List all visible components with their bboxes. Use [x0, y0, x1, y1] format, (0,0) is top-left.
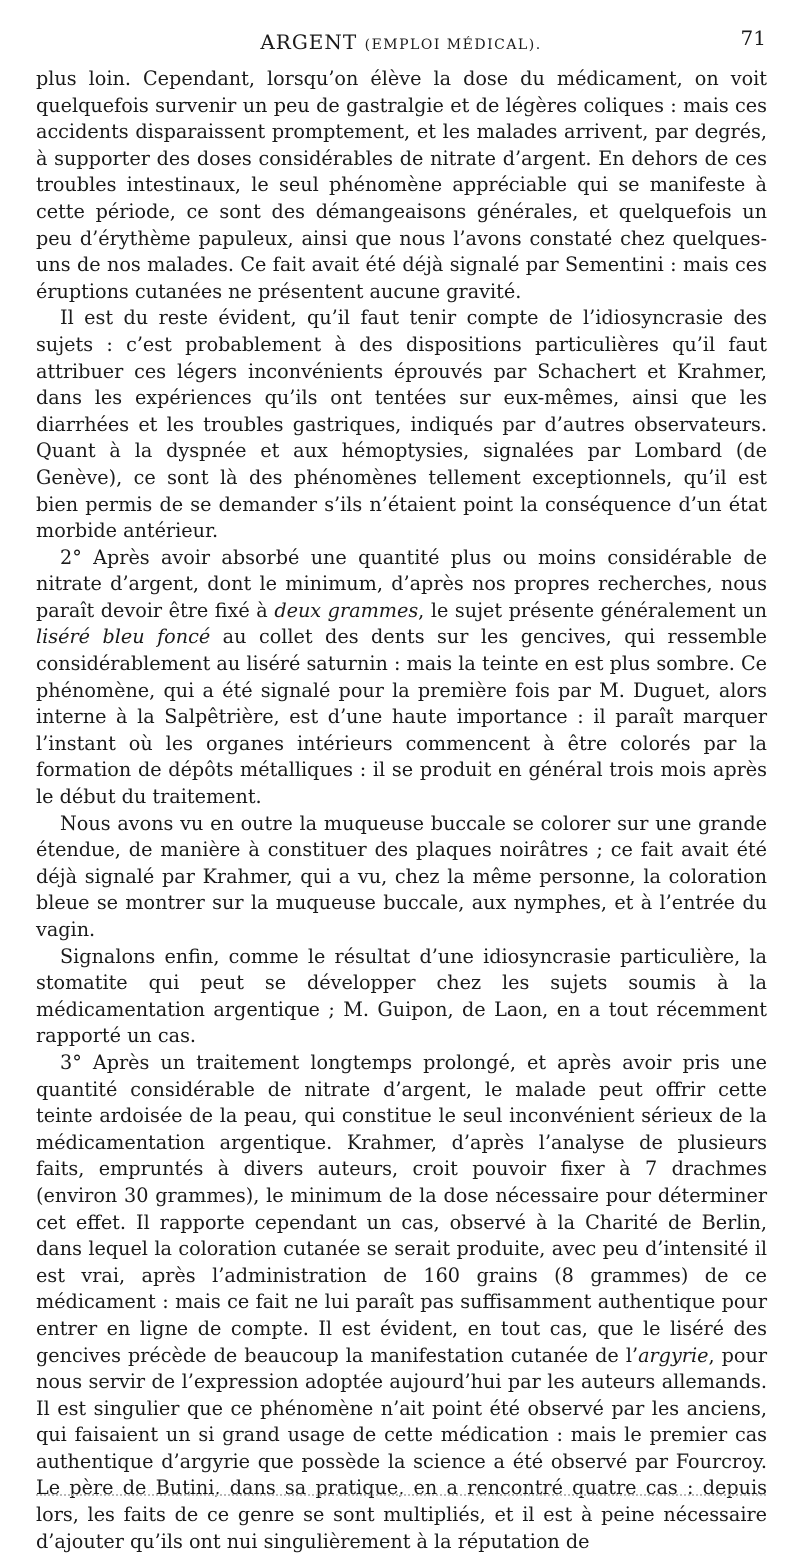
body-text: [36, 66, 767, 1555]
page-header: [36, 26, 766, 60]
text-run: , pour nous servir de l’expression adoptée aujourd’hui par les auteurs allemands. Il est singulier que ce phénomène n’ait point été observé par les anciens, qui faisaient un si grand usage de cette médication : mais le premier cas authentique d’argyrie que possède la science a été observé par Fourcroy. Le père de Butini, dans sa pratique, en a rencontré quatre cas : depuis lors, les faits de ce genre se sont multipliés, et il est à peine nécessaire d’ajouter qu’ils ont nui singulièrement à la réputation de: [36, 1343, 767, 1553]
running-head-subtitle: (EMPLOI MÉDICAL).: [364, 37, 542, 53]
text-run: Il est du reste évident, qu’il faut tenir compte de l’idiosyncrasie des sujets : c’est probablement à des dispositions particulières qu’il faut attribuer ces légers inconvénients éprouvés par Schachert et Krahmer, dans les expériences qu’ils ont tentées sur eux-mêmes, ainsi que les diarrhées et les troubles gastriques, indiqués par d’autres observateurs. Quant à la dyspnée et aux hémoptysies, signalées par Lombard (de Genève), ce sont là des phénomènes tellement exceptionnels, qu’il est bien permis de se demander s’ils n’étaient point la conséquence d’un état morbide antérieur.: [36, 306, 767, 543]
running-head: [36, 30, 766, 54]
paragraph-point-3: [36, 1050, 767, 1555]
page-number: 71: [740, 26, 766, 50]
text-run: 3° Après un traitement longtemps prolongé, et après avoir pris une quantité considérable de nitrate d’argent, le malade peut offrir cette teinte ardoisée de la peau, qui constitue le seul inconvénient sérieux de la médicamentation argentique. Krahmer, d’après l’analyse de plusieurs faits, empruntés à divers auteurs, croit pouvoir fixer à 7 drachmes (environ 30 grammes), le minimum de la dose nécessaire pour déterminer cet effet. Il rapporte cependant un cas, observé à la Charité de Berlin, dans lequel la coloration cutanée se serait produite, avec peu d’intensité il est vrai, après l’administration de 160 grains (8 grammes) de ce médicament : mais ce fait ne lui paraît pas suffisamment authentique pour entrer en ligne de compte. Il est évident, en tout cas, que le liséré des gencives précède de beaucoup la manifestation cutanée de l’: [36, 1050, 767, 1367]
bottom-bleed-line: [36, 1494, 766, 1496]
italic-text: liséré bleu foncé: [36, 625, 211, 649]
text-run: , le sujet présente généralement un: [418, 598, 767, 622]
paragraph-stomatite: [36, 944, 767, 1050]
italic-text: deux grammes: [274, 598, 419, 622]
italic-text: argyrie: [638, 1343, 709, 1367]
text-run: au collet des dents sur les gencives, qui ressemble considérablement au liséré saturnin : mais la teinte en est plus sombre. Ce phénomène, qui a été signalé pour la première fois par M. Duguet, alors interne à la Salpêtrière, est d’une haute importance : il paraît marquer l’instant où les organes intérieurs commencent à être colorés par la formation de dépôts métalliques : il se produit en général trois mois après le début du traitement.: [36, 625, 767, 809]
text-run: 2° Après avoir absorbé une quantité plus ou moins considérable de nitrate d’argent, dont le minimum, d’après nos propres recherches, nous paraît devoir être fixé à: [36, 545, 767, 622]
paragraph-idiosyncrasie: [36, 305, 767, 544]
paragraph-muqueuse: [36, 811, 767, 944]
paragraph-point-2: [36, 545, 767, 811]
running-head-title: ARGENT: [260, 30, 358, 54]
text-run: Nous avons vu en outre la muqueuse buccale se colorer sur une grande étendue, de manière à constituer des plaques noirâtres ; ce fait avait été déjà signalé par Krahmer, qui a vu, chez la même personne, la coloration bleue se montrer sur la muqueuse buccale, aux nymphes, et à l’entrée du vagin.: [36, 811, 767, 941]
text-run: plus loin. Cependant, lorsqu’on élève la dose du médicament, on voit quelquefois survenir un peu de gastralgie et de légères coliques : mais ces accidents disparaissent promptement, et les malades arrivent, par degrés, à supporter des doses considérables de nitrate d’argent. En dehors de ces troubles intestinaux, le seul phénomène appréciable qui se manifeste à cette période, ce sont des démangeaisons générales, et quelquefois un peu d’érythème papuleux, ainsi que nous l’avons constaté chez quelques-uns de nos malades. Ce fait avait été déjà signalé par Sementini : mais ces éruptions cutanées ne présentent aucune gravité.: [36, 67, 767, 303]
paragraph-continuation: [36, 66, 767, 305]
text-run: Signalons enfin, comme le résultat d’une idiosyncrasie particulière, la stomatite qui peut se développer chez les sujets soumis à la médicamentation argentique ; M. Guipon, de Laon, en a tout récemment rapporté un cas.: [36, 944, 767, 1048]
